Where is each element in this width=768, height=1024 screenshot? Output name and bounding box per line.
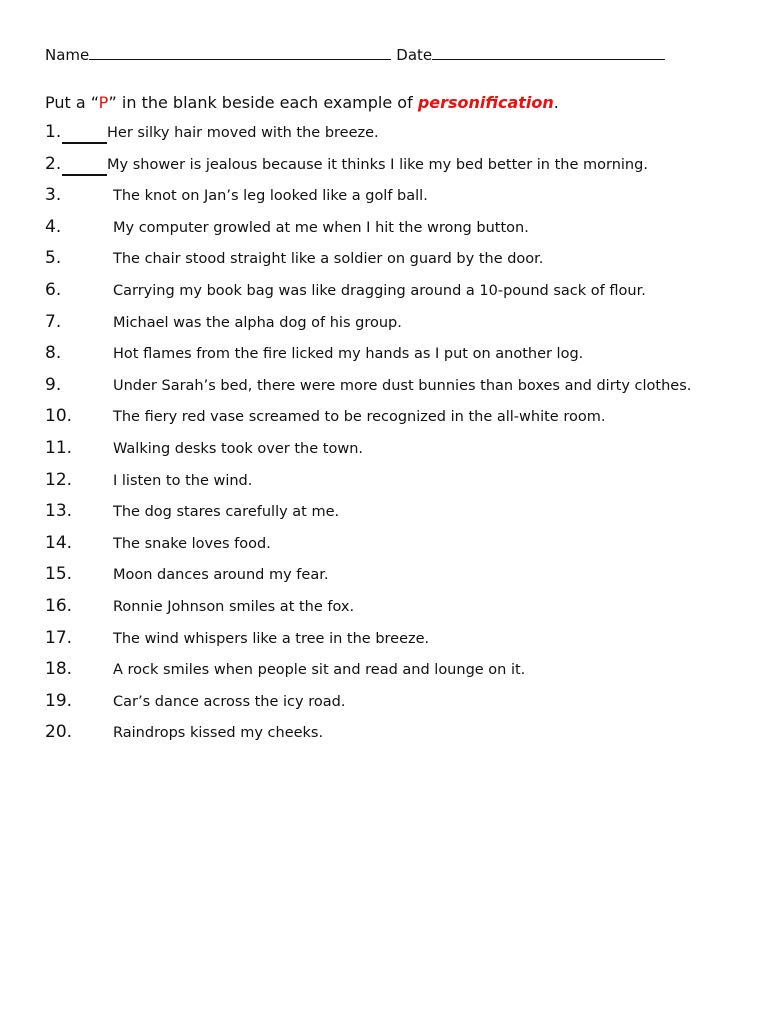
- item-number: 6.: [45, 279, 62, 300]
- item-sentence: Ronnie Johnson smiles at the fox.: [113, 598, 355, 615]
- item-sentence: The wind whispers like a tree in the breeze.: [113, 630, 430, 647]
- item-sentence: A rock smiles when people sit and read and lounge on it.: [113, 662, 526, 679]
- list-item: [45, 312, 745, 344]
- item-sentence: The chair stood straight like a soldier on guard by the door.: [113, 251, 544, 268]
- item-sentence: My shower is jealous because it thinks I like my bed better in the morning.: [107, 156, 648, 173]
- item-sentence: Hot flames from the fire licked my hands as I put on another log.: [113, 346, 584, 363]
- item-number: 10.: [45, 406, 73, 427]
- item-sentence: Walking desks took over the town.: [113, 440, 363, 457]
- item-list: [45, 122, 745, 754]
- item-number: 20.: [45, 722, 73, 743]
- list-item: [45, 470, 745, 502]
- list-item: [45, 248, 745, 280]
- item-number: 15.: [45, 564, 73, 585]
- instructions-letter: P: [98, 93, 109, 112]
- list-item: [45, 564, 745, 596]
- item-sentence: The dog stares carefully at me.: [113, 504, 340, 521]
- item-number: 4.: [45, 216, 62, 237]
- answer-blank[interactable]: [62, 174, 107, 176]
- item-sentence: Car’s dance across the icy road.: [113, 693, 346, 710]
- date-label: Date: [396, 46, 433, 64]
- list-item: [45, 375, 745, 407]
- item-number: 8.: [45, 343, 62, 364]
- item-number: 5.: [45, 248, 62, 269]
- item-sentence: Her silky hair moved with the breeze.: [107, 125, 379, 141]
- item-sentence: Michael was the alpha dog of his group.: [113, 314, 402, 331]
- item-number: 9.: [45, 374, 62, 395]
- item-number: 17.: [45, 627, 73, 648]
- name-label: Name: [45, 46, 90, 64]
- instructions-suffix: .: [553, 93, 559, 112]
- item-number: 12.: [45, 469, 73, 490]
- item-number: 13.: [45, 501, 73, 522]
- list-item: [45, 501, 745, 533]
- item-sentence: Carrying my book bag was like dragging around a 10-pound sack of flour.: [113, 282, 646, 299]
- item-sentence: My computer growled at me when I hit the wrong button.: [113, 219, 529, 236]
- list-item: [45, 406, 745, 438]
- list-item: [45, 122, 745, 154]
- list-item: [45, 154, 745, 186]
- item-number: 2.: [45, 153, 62, 174]
- item-number: 16.: [45, 595, 73, 616]
- list-item: [45, 691, 745, 723]
- list-item: [45, 722, 745, 754]
- item-sentence: The fiery red vase screamed to be recognized in the all-white room.: [113, 409, 606, 426]
- list-item: [45, 280, 745, 312]
- item-number: 3.: [45, 185, 62, 206]
- item-sentence: The snake loves food.: [113, 535, 271, 552]
- instructions-middle: ” in the blank beside each example of: [108, 93, 418, 112]
- item-sentence: The knot on Jan’s leg looked like a golf ball.: [113, 188, 428, 205]
- item-number: 11.: [45, 437, 73, 458]
- instructions-prefix: Put a “: [45, 93, 99, 112]
- item-sentence: Moon dances around my fear.: [113, 567, 329, 584]
- item-number: 19.: [45, 690, 73, 711]
- list-item: [45, 343, 745, 375]
- list-item: [45, 217, 745, 249]
- item-sentence: Under Sarah’s bed, there were more dust bunnies than boxes and dirty clothes.: [113, 377, 692, 394]
- header-line: [45, 45, 665, 64]
- list-item: [45, 185, 745, 217]
- instructions-term: personification: [417, 93, 554, 112]
- item-number: 14.: [45, 532, 73, 553]
- date-blank[interactable]: [432, 45, 665, 60]
- list-item: [45, 596, 745, 628]
- list-item: [45, 659, 745, 691]
- item-sentence: I listen to the wind.: [113, 472, 253, 489]
- list-item: [45, 628, 745, 660]
- item-number: 18.: [45, 659, 73, 680]
- item-number: 1.: [45, 122, 62, 142]
- list-item: [45, 438, 745, 470]
- name-blank[interactable]: [89, 45, 391, 60]
- list-item: [45, 533, 745, 565]
- item-sentence: Raindrops kissed my cheeks.: [113, 725, 324, 742]
- instructions: [45, 93, 559, 112]
- answer-blank[interactable]: [62, 142, 107, 144]
- item-number: 7.: [45, 311, 62, 332]
